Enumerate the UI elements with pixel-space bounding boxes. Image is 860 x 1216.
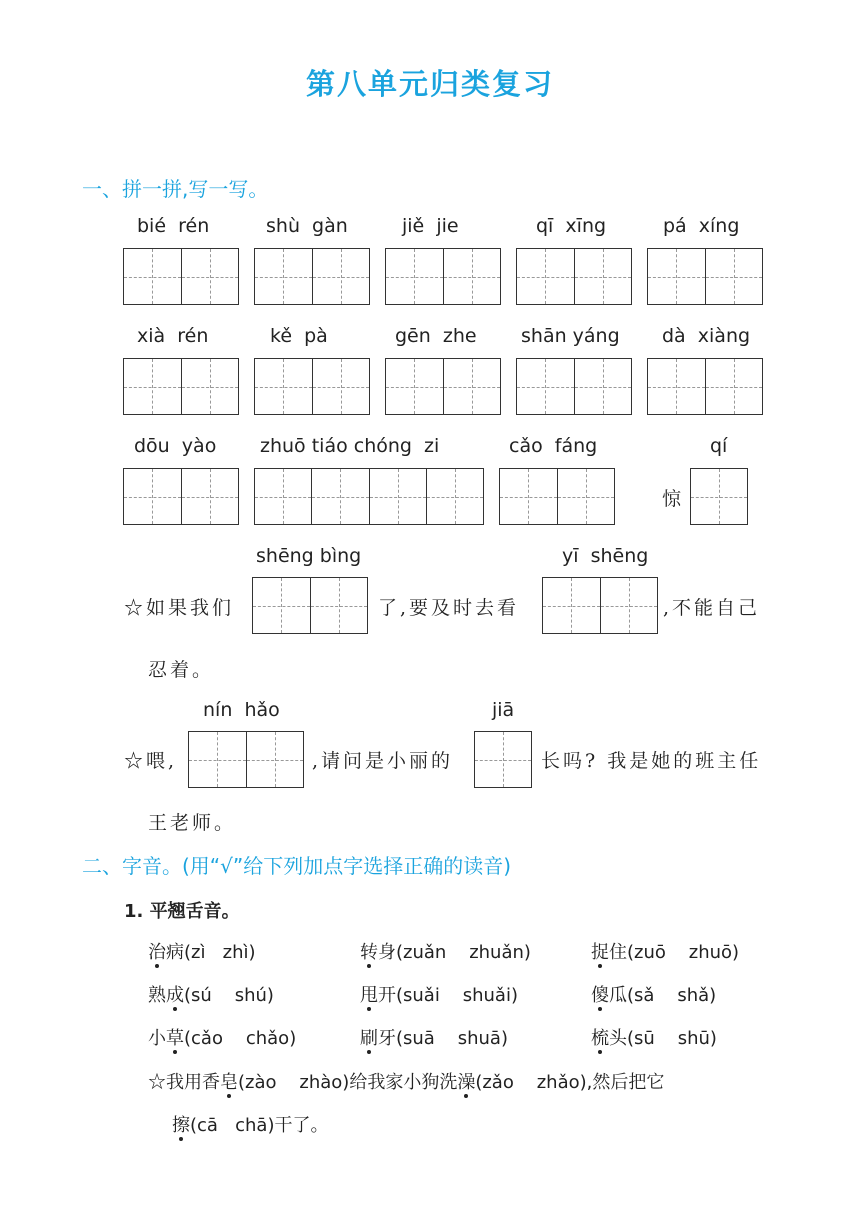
sentence-text: 王老师。 (148, 812, 237, 834)
pinyin-label: cǎo fáng (509, 435, 598, 457)
pinyin-label: kě pà (270, 325, 328, 347)
pinyin-label: yī shēng (562, 545, 649, 567)
pinyin-label: xià rén (137, 325, 209, 347)
pinyin-label: shù gàn (266, 215, 348, 237)
sentence-text: ☆如果我们 (124, 597, 235, 619)
pinyin-label: qī xīng (536, 215, 607, 237)
writing-grid[interactable] (123, 468, 239, 525)
subsection-heading: 1. 平翘舌音。 (124, 901, 240, 922)
writing-grid[interactable] (647, 248, 763, 305)
pronunciation-item: 傻瓜(sǎ shǎ) (591, 985, 717, 1006)
page-title: 第八单元归类复习 (305, 67, 554, 101)
writing-grid[interactable] (647, 358, 763, 415)
sentence-text: ☆喂, (124, 750, 178, 772)
sentence-text: ,请问是小丽的 (312, 750, 454, 772)
pinyin-label: nín hǎo (203, 699, 280, 721)
star-sentence-line2: 擦(cā chā)干了。 (172, 1115, 329, 1136)
pinyin-label: shān yáng (521, 325, 620, 347)
sentence-text: 长吗? 我是她的班主任 (541, 750, 762, 772)
pinyin-label: jiā (492, 699, 515, 721)
writing-grid[interactable] (188, 731, 304, 788)
writing-grid[interactable] (252, 577, 368, 634)
sentence-text: 忍着。 (148, 659, 215, 681)
writing-grid[interactable] (385, 248, 501, 305)
writing-grid[interactable] (123, 248, 239, 305)
writing-grid[interactable] (516, 248, 632, 305)
pinyin-label: pá xíng (663, 215, 740, 237)
pronunciation-item: 刷牙(suā shuā) (360, 1028, 508, 1049)
pronunciation-item: 梳头(sū shū) (591, 1028, 717, 1049)
pinyin-label: qí (710, 435, 728, 457)
writing-grid[interactable] (254, 358, 370, 415)
writing-grid[interactable] (474, 731, 532, 788)
writing-grid[interactable] (123, 358, 239, 415)
star-sentence: ☆我用香皂(zào zhào)给我家小狗洗澡(zǎo zhǎo),然后把它 (148, 1072, 665, 1093)
pronunciation-item: 熟成(sú shú) (148, 985, 274, 1006)
pinyin-label: dōu yào (134, 435, 217, 457)
pronunciation-item: 捉住(zuō zhuō) (591, 942, 740, 963)
sentence-text: ,不能自己 (663, 597, 761, 619)
pinyin-label: zhuō tiáo chóng zi (260, 435, 440, 457)
writing-grid[interactable] (254, 248, 370, 305)
section-heading-2: 二、字音。(用“√”给下列加点字选择正确的读音) (82, 854, 512, 878)
writing-grid[interactable] (254, 468, 484, 525)
pronunciation-item: 甩开(suǎi shuǎi) (360, 985, 518, 1006)
writing-grid[interactable] (499, 468, 615, 525)
pinyin-label: gēn zhe (395, 325, 477, 347)
section-heading-1: 一、拼一拼,写一写。 (82, 177, 269, 201)
pronunciation-item: 小草(cǎo chǎo) (148, 1028, 297, 1049)
sentence-text: 了,要及时去看 (378, 597, 520, 619)
given-character: 惊 (662, 488, 685, 510)
writing-grid[interactable] (516, 358, 632, 415)
pinyin-label: bié rén (137, 215, 210, 237)
writing-grid[interactable] (690, 468, 748, 525)
pronunciation-item: 治病(zì zhì) (148, 942, 256, 963)
writing-grid[interactable] (542, 577, 658, 634)
writing-grid[interactable] (385, 358, 501, 415)
pinyin-label: shēng bìng (256, 545, 362, 567)
pronunciation-item: 转身(zuǎn zhuǎn) (360, 942, 531, 963)
pinyin-label: jiě jie (402, 215, 459, 237)
pinyin-label: dà xiàng (662, 325, 751, 347)
